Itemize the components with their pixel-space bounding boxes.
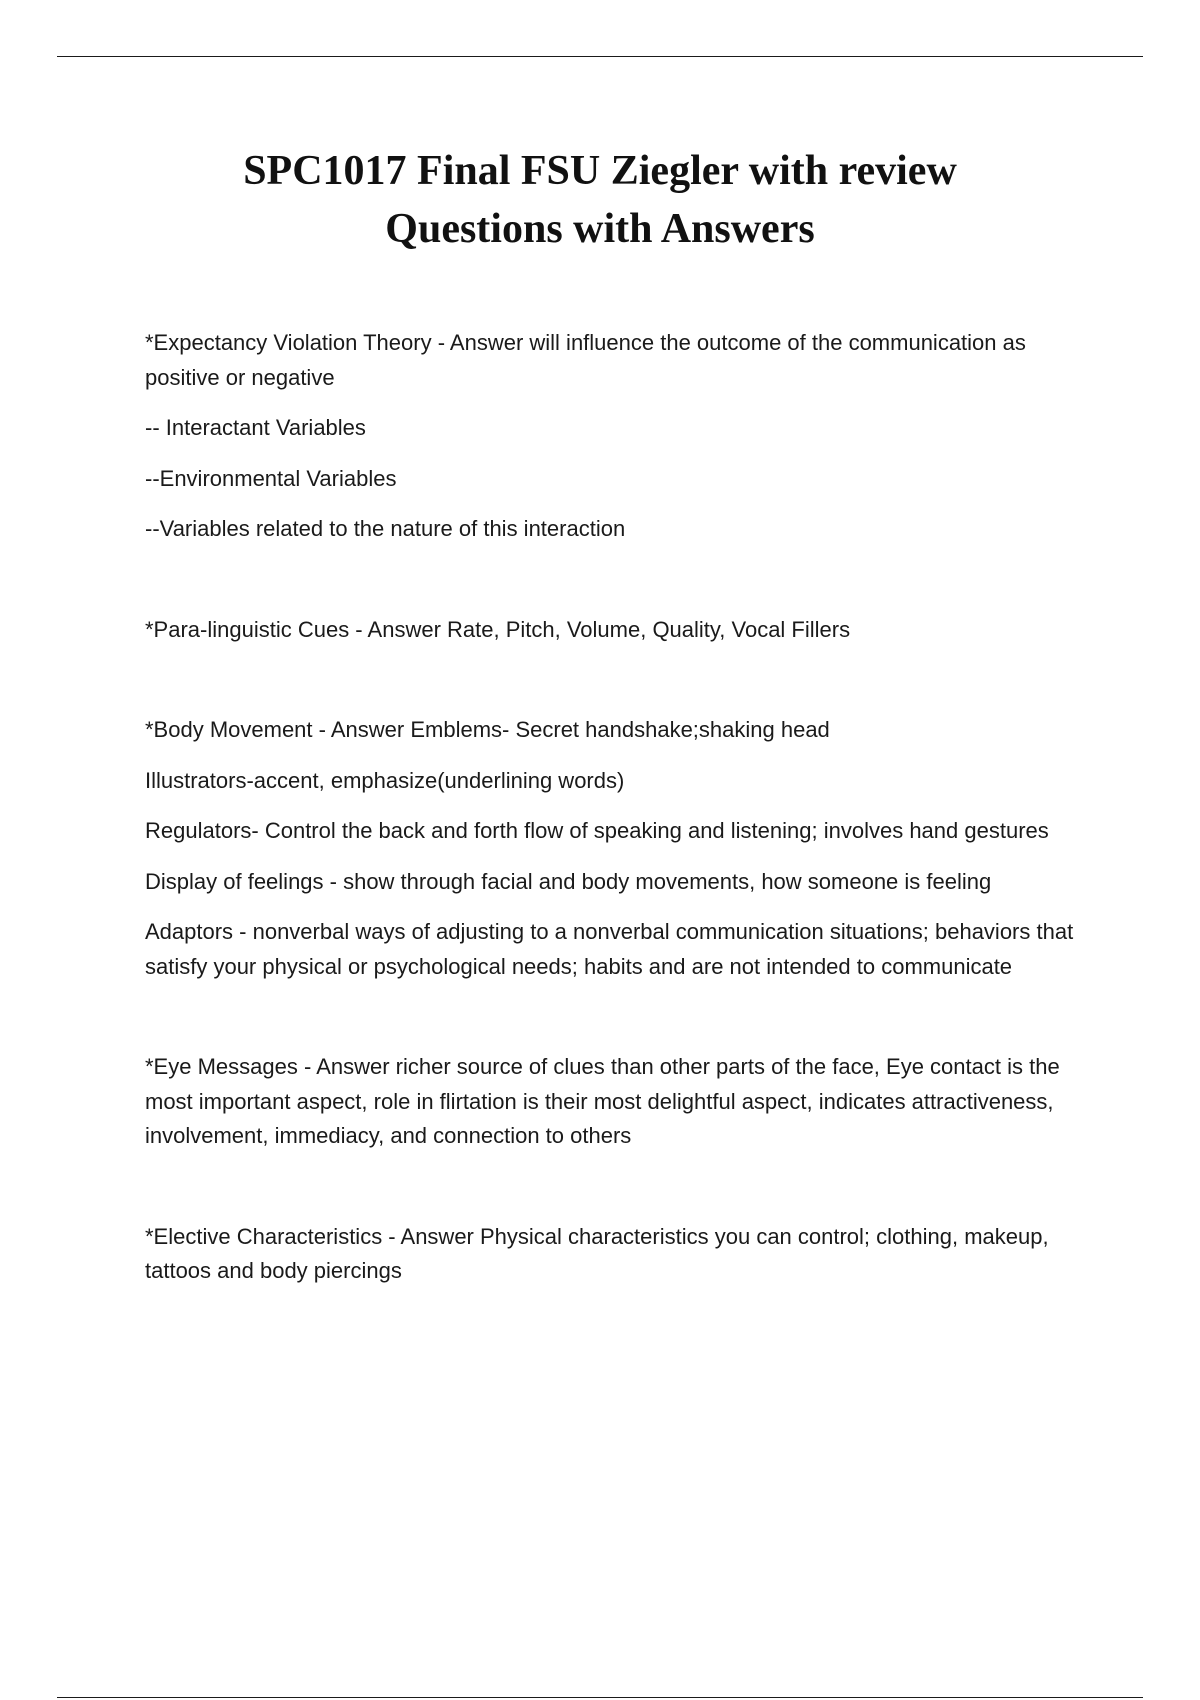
eye-messages-main: *Eye Messages - Answer richer source of clues than other parts of the face, Eye contact is the most important aspect, role in flirtation is their most delightful aspect, indicates attractiveness, involvement, immediacy, and connection to others (145, 1054, 1060, 1148)
body-movement-main: *Body Movement - Answer Emblems- Secret handshake;shaking head (145, 717, 830, 742)
section-paralinguistic (145, 613, 1080, 648)
section-gap (145, 663, 1080, 713)
top-rule (57, 56, 1143, 57)
section-expectancy-violation (145, 326, 1080, 547)
section-gap (145, 1000, 1080, 1050)
body-movement-display-feelings: Display of feelings - show through facial and body movements, how someone is feeling (145, 868, 992, 894)
section-gap (145, 563, 1080, 613)
elective-main: *Elective Characteristics - Answer Physical characteristics you can control; clothing, makeup, tattoos and body piercings (145, 1223, 1049, 1283)
body-movement-adaptors: Adaptors - nonverbal ways of adjusting to a nonverbal communication situations; behaviors that satisfy your physical or psychological needs; habits and are not intended to communicate (145, 919, 1074, 979)
expectancy-item-environmental: --Environmental Variables (145, 465, 397, 491)
expectancy-main: *Expectancy Violation Theory - Answer will influence the outcome of the communication as positive or negative (145, 330, 1026, 390)
paralinguistic-main: *Para-linguistic Cues - Answer Rate, Pitch, Volume, Quality, Vocal Fillers (145, 616, 851, 642)
document-body (145, 326, 1080, 1305)
bottom-rule (57, 1697, 1143, 1698)
title-line-1: SPC1017 Final FSU Ziegler with review (243, 148, 957, 194)
section-elective-characteristics (145, 1220, 1080, 1289)
section-gap (145, 1170, 1080, 1220)
section-eye-messages (145, 1050, 1080, 1154)
body-movement-illustrators: Illustrators-accent, emphasize(underlining words) (145, 767, 625, 793)
section-body-movement (145, 713, 1080, 984)
body-movement-regulators: Regulators- Control the back and forth flow of speaking and listening; involves hand gestures (145, 818, 1049, 843)
title-line-2: Questions with Answers (385, 206, 815, 252)
expectancy-item-interactant: -- Interactant Variables (145, 415, 366, 440)
expectancy-item-nature: --Variables related to the nature of this interaction (145, 516, 626, 541)
page-title (120, 142, 1080, 258)
